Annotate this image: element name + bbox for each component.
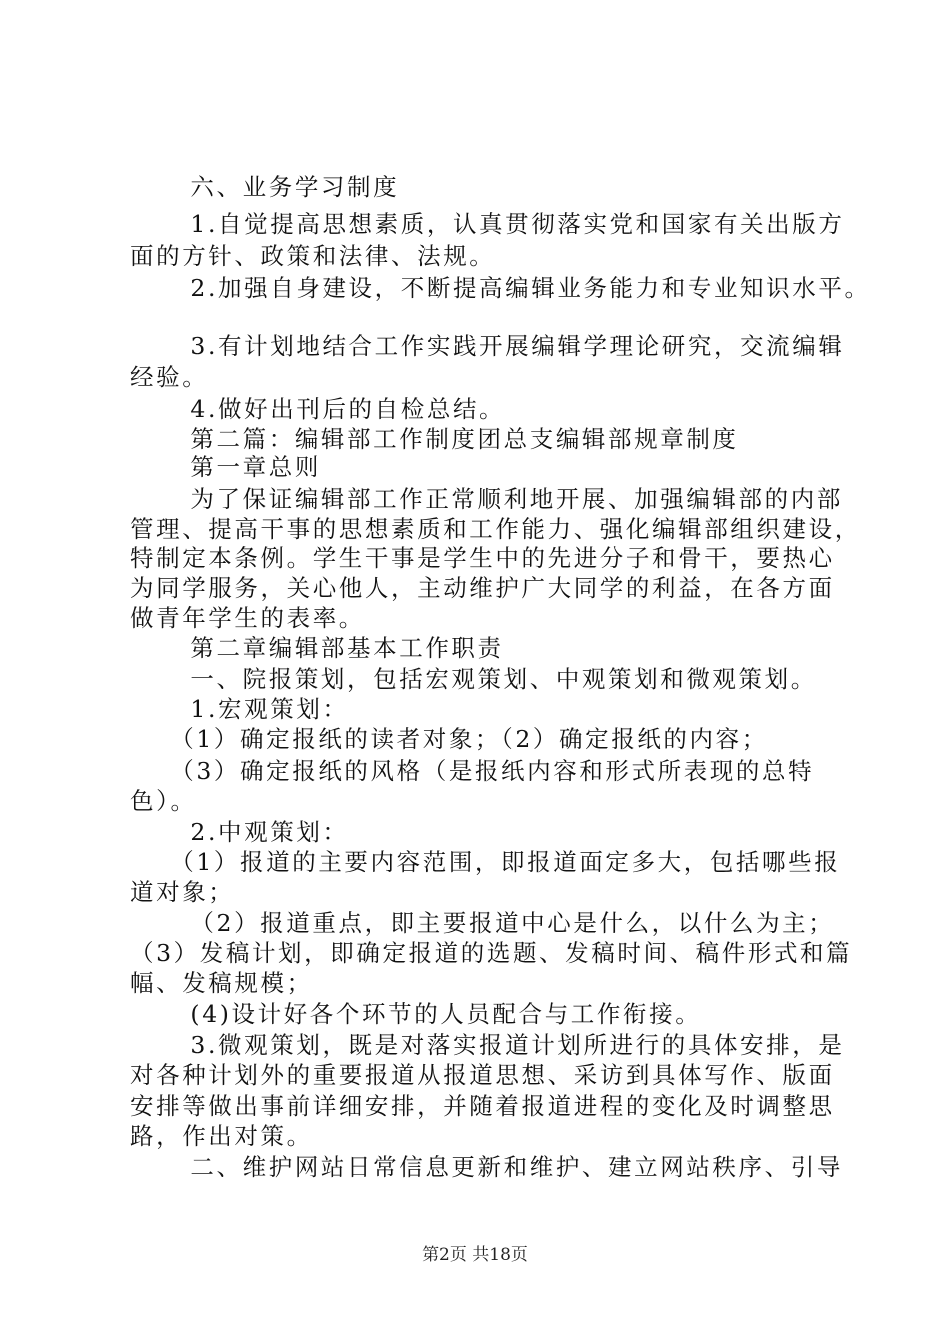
text-line: 3.有计划地结合工作实践开展编辑学理论研究，交流编辑 [130,332,845,360]
text-line: 4.做好出刊后的自检总结。 [130,395,506,423]
text-line: 第二篇：编辑部工作制度团总支编辑部规章制度 [130,425,739,453]
text-line: 面的方针、政策和法律、法规。 [130,242,496,270]
text-line: 对各种计划外的重要报道从报道思想、采访到具体写作、版面 [130,1061,835,1089]
text-line: 管理、提高干事的思想素质和工作能力、强化编辑部组织建设， [130,515,861,543]
text-line: 2.加强自身建设，不断提高编辑业务能力和专业知识水平。 [130,274,871,302]
text-line: 第一章总则 [130,453,321,481]
text-line: 幅、发稿规模； [130,969,313,997]
text-line: （1）报道的主要内容范围，即报道面定多大，包括哪些报 [130,848,841,876]
text-line: 经验。 [130,363,209,391]
text-line: (4)设计好各个环节的人员配合与工作衔接。 [130,1000,702,1028]
text-line: 为了保证编辑部工作正常顺利地开展、加强编辑部的内部 [130,485,843,513]
text-line: （3）确定报纸的风格（是报纸内容和形式所表现的总特 [130,757,815,785]
text-line: 路，作出对策。 [130,1122,313,1150]
text-line: 2.中观策划： [130,818,349,846]
text-line: 1.宏观策划： [130,695,349,723]
text-line: 3.微观策划，既是对落实报道计划所进行的具体安排，是 [130,1031,845,1059]
text-line: 为同学服务，关心他人，主动维护广大同学的利益，在各方面 [130,574,835,602]
text-line: （3）发稿计划，即确定报道的选题、发稿时间、稿件形式和篇 [130,939,853,967]
text-line: 第二章编辑部基本工作职责 [130,634,504,662]
text-line: （1）确定报纸的读者对象；（2）确定报纸的内容； [130,725,768,753]
page-number-footer: 第2页 共18页 [422,1245,528,1265]
text-line: 一、院报策划，包括宏观策划、中观策划和微观策划。 [130,665,817,693]
text-line: 特制定本条例。学生干事是学生中的先进分子和骨干，要热心 [130,544,835,572]
text-line: 1.自觉提高思想素质，认真贯彻落实党和国家有关出版方 [130,210,845,238]
text-line: 道对象； [130,878,235,906]
text-line: 安排等做出事前详细安排，并随着报道进程的变化及时调整思 [130,1092,835,1120]
text-line: 六、业务学习制度 [130,173,400,201]
text-line: 二、维护网站日常信息更新和维护、建立网站秩序、引导 [130,1153,843,1181]
text-line: 色）。 [130,787,197,815]
text-line: 做青年学生的表率。 [130,604,365,632]
text-line: （2）报道重点，即主要报道中心是什么，以什么为主； [130,909,835,937]
